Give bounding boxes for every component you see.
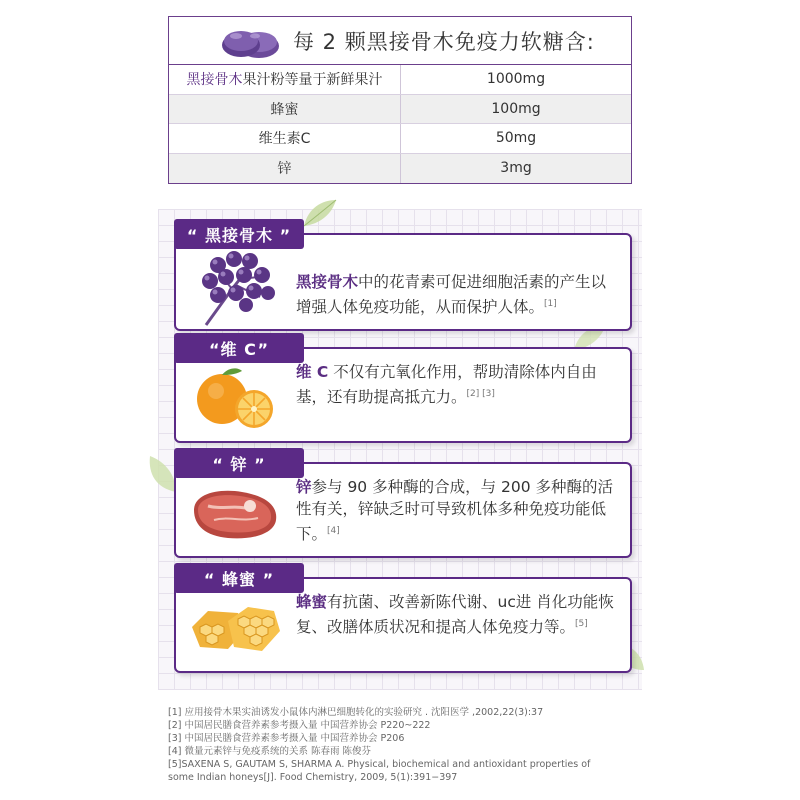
row-name — [169, 95, 401, 124]
reference-item: [4] 微量元素锌与免疫系统的关系 陈春雨 陈俊芬 — [168, 746, 372, 757]
section-zinc — [174, 448, 634, 558]
card-body-text: 有抗菌、改善新陈代谢、uc进 肖化功能恢复、改膳体质状况和提高人体免疫力等。 — [296, 593, 614, 637]
gummy-icon — [219, 24, 283, 58]
card-body-text: 参与 90 多种酶的合成，与 200 多种酶的活性有关，锌缺乏时可导致机体多种免疫功能低下。 — [296, 478, 614, 544]
card-description — [296, 361, 620, 408]
reference-item: [5]SAXENA S, GAUTAM S, SHARMA A. Physical, biochemical and antioxidant properties of — [168, 759, 591, 770]
table-row — [169, 154, 631, 184]
table-row — [169, 65, 631, 95]
orange-icon — [188, 365, 284, 431]
card-keyword: 黑接骨木 — [296, 273, 359, 291]
row-name-text: 果汁粉等量于新鲜果汁 — [242, 72, 383, 89]
reference-item: [2] 中国居民膳食营养素参考摄入量 中国营养协会 P220~222 — [168, 720, 431, 731]
row-name-text: 锌 — [277, 161, 292, 178]
card-description — [296, 271, 620, 318]
section-elderberry — [174, 219, 634, 331]
citation-ref: [5] — [575, 619, 588, 629]
card-keyword: 蜂蜜 — [296, 593, 328, 611]
section-honey — [174, 563, 634, 673]
card-body-text: 不仅有亢氧化作用，帮助清除体内自由基，还有助提高抵亢力。 — [296, 363, 597, 407]
card-keyword: 维 C — [296, 363, 329, 381]
reference-item: [1] 应用接骨木果实油诱发小鼠体内淋巴细胞转化的实验研究 . 沈阳医学 ,2002,22(3):37 — [168, 707, 544, 718]
meat-icon — [188, 480, 284, 546]
elderberry-icon — [188, 241, 284, 327]
reference-item: [3] 中国居民膳食营养素参考摄入量 中国营养协会 P206 — [168, 733, 405, 744]
section-tag: “ 锌 ” — [174, 448, 304, 478]
section-tag: “ 黑接骨木 ” — [174, 219, 304, 249]
citation-ref: [2] [3] — [466, 389, 495, 399]
section-tag: “ 蜂蜜 ” — [174, 563, 304, 593]
reference-item: some Indian honeys[J]. Food Chemistry, 2009, 5(1):391−397 — [168, 772, 458, 783]
row-name — [169, 124, 401, 153]
row-name — [169, 65, 401, 94]
table-row — [169, 95, 631, 125]
row-name-highlight: 黑接骨木 — [186, 72, 243, 89]
table-row — [169, 124, 631, 154]
row-value: 1000mg — [486, 71, 546, 88]
citation-ref: [1] — [544, 299, 557, 309]
table-title: 每 2 颗黑接骨木免疫力软糖含: — [293, 29, 595, 54]
row-value: 3mg — [500, 160, 532, 177]
card-description — [296, 591, 620, 638]
references-list — [168, 706, 648, 784]
card-body-text: 中的花青素可促进细胞活素的产生以增强人体免疫功能，从而保护人体。 — [296, 273, 607, 317]
section-vitamin-c — [174, 333, 634, 443]
row-value: 100mg — [491, 100, 541, 117]
card-keyword: 锌 — [296, 478, 312, 496]
row-value: 50mg — [495, 130, 537, 147]
row-name — [169, 154, 401, 184]
table-header — [169, 17, 631, 65]
row-name-text: 维生素C — [258, 131, 311, 148]
row-name-text: 蜂蜜 — [270, 101, 299, 118]
section-tag: “维 C” — [174, 333, 304, 363]
honeycomb-icon — [188, 597, 284, 659]
citation-ref: [4] — [327, 526, 340, 536]
nutrition-table — [168, 16, 632, 184]
card-description — [296, 476, 620, 545]
